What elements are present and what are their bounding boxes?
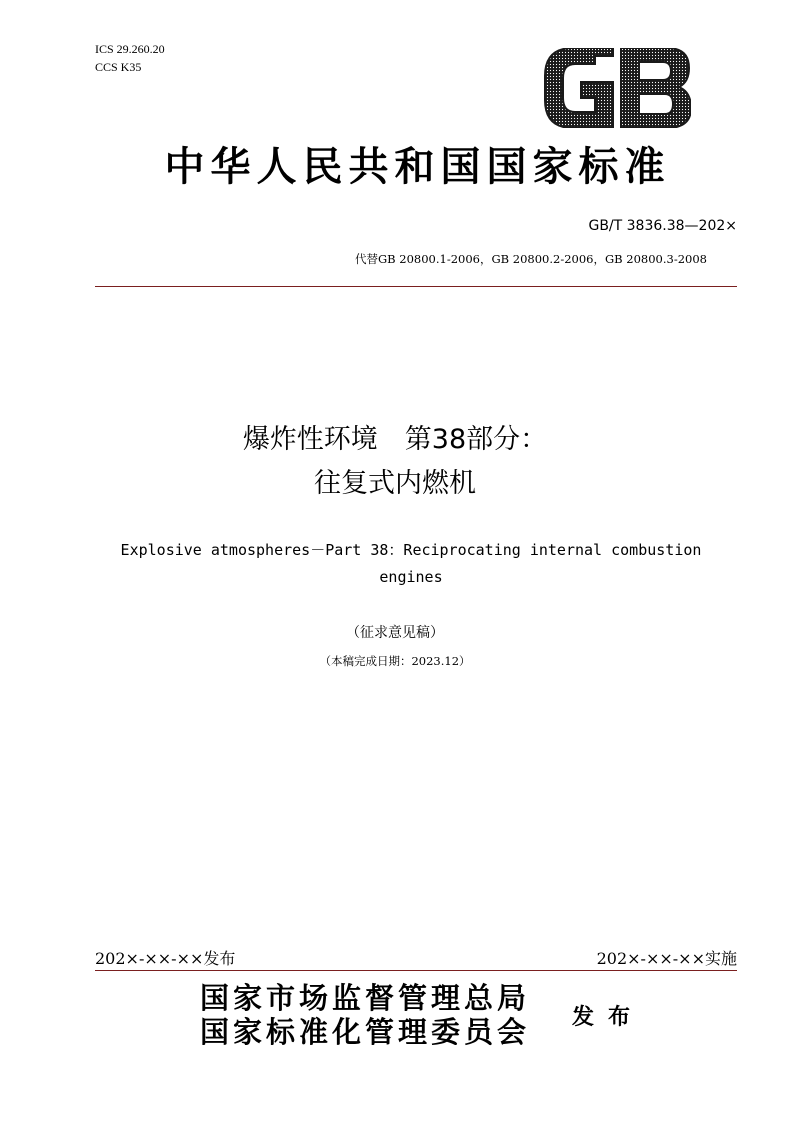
ics-code: ICS 29.260.20 xyxy=(95,42,165,56)
publish-date: 202×-××-××发布 xyxy=(95,949,236,968)
header-divider xyxy=(95,286,737,287)
classification-codes xyxy=(95,40,165,76)
national-standard-title: 中华人民共和国国家标准 xyxy=(164,143,671,190)
issue-label: 发布 xyxy=(572,1004,645,1030)
draft-completion-date: （本稿完成日期：2023.12） xyxy=(319,654,471,668)
title-zh-line2: 往复式内燃机 xyxy=(314,468,476,499)
issuer-samr: 国家市场监督管理总局 xyxy=(200,981,531,1015)
document-title-zh xyxy=(95,418,695,506)
standard-number: GB/T 3836.38—202× xyxy=(588,218,737,234)
replaces-standards: 代替GB 20800.1-2006，GB 20800.2-2006，GB 20800.3-2008 xyxy=(354,252,707,266)
document-title-en: Explosive atmospheres－Part 38：Reciprocating internal combustion engines xyxy=(120,541,702,586)
issuer-sac: 国家标准化管理委员会 xyxy=(200,1015,531,1049)
footer-divider xyxy=(95,970,737,971)
gb-logo xyxy=(543,48,691,128)
ccs-code: CCS K35 xyxy=(95,60,142,74)
title-zh-line1: 爆炸性环境 第38部分： xyxy=(242,424,548,455)
implement-date: 202×-××-××实施 xyxy=(596,949,737,968)
draft-label: （征求意见稿） xyxy=(346,625,444,641)
